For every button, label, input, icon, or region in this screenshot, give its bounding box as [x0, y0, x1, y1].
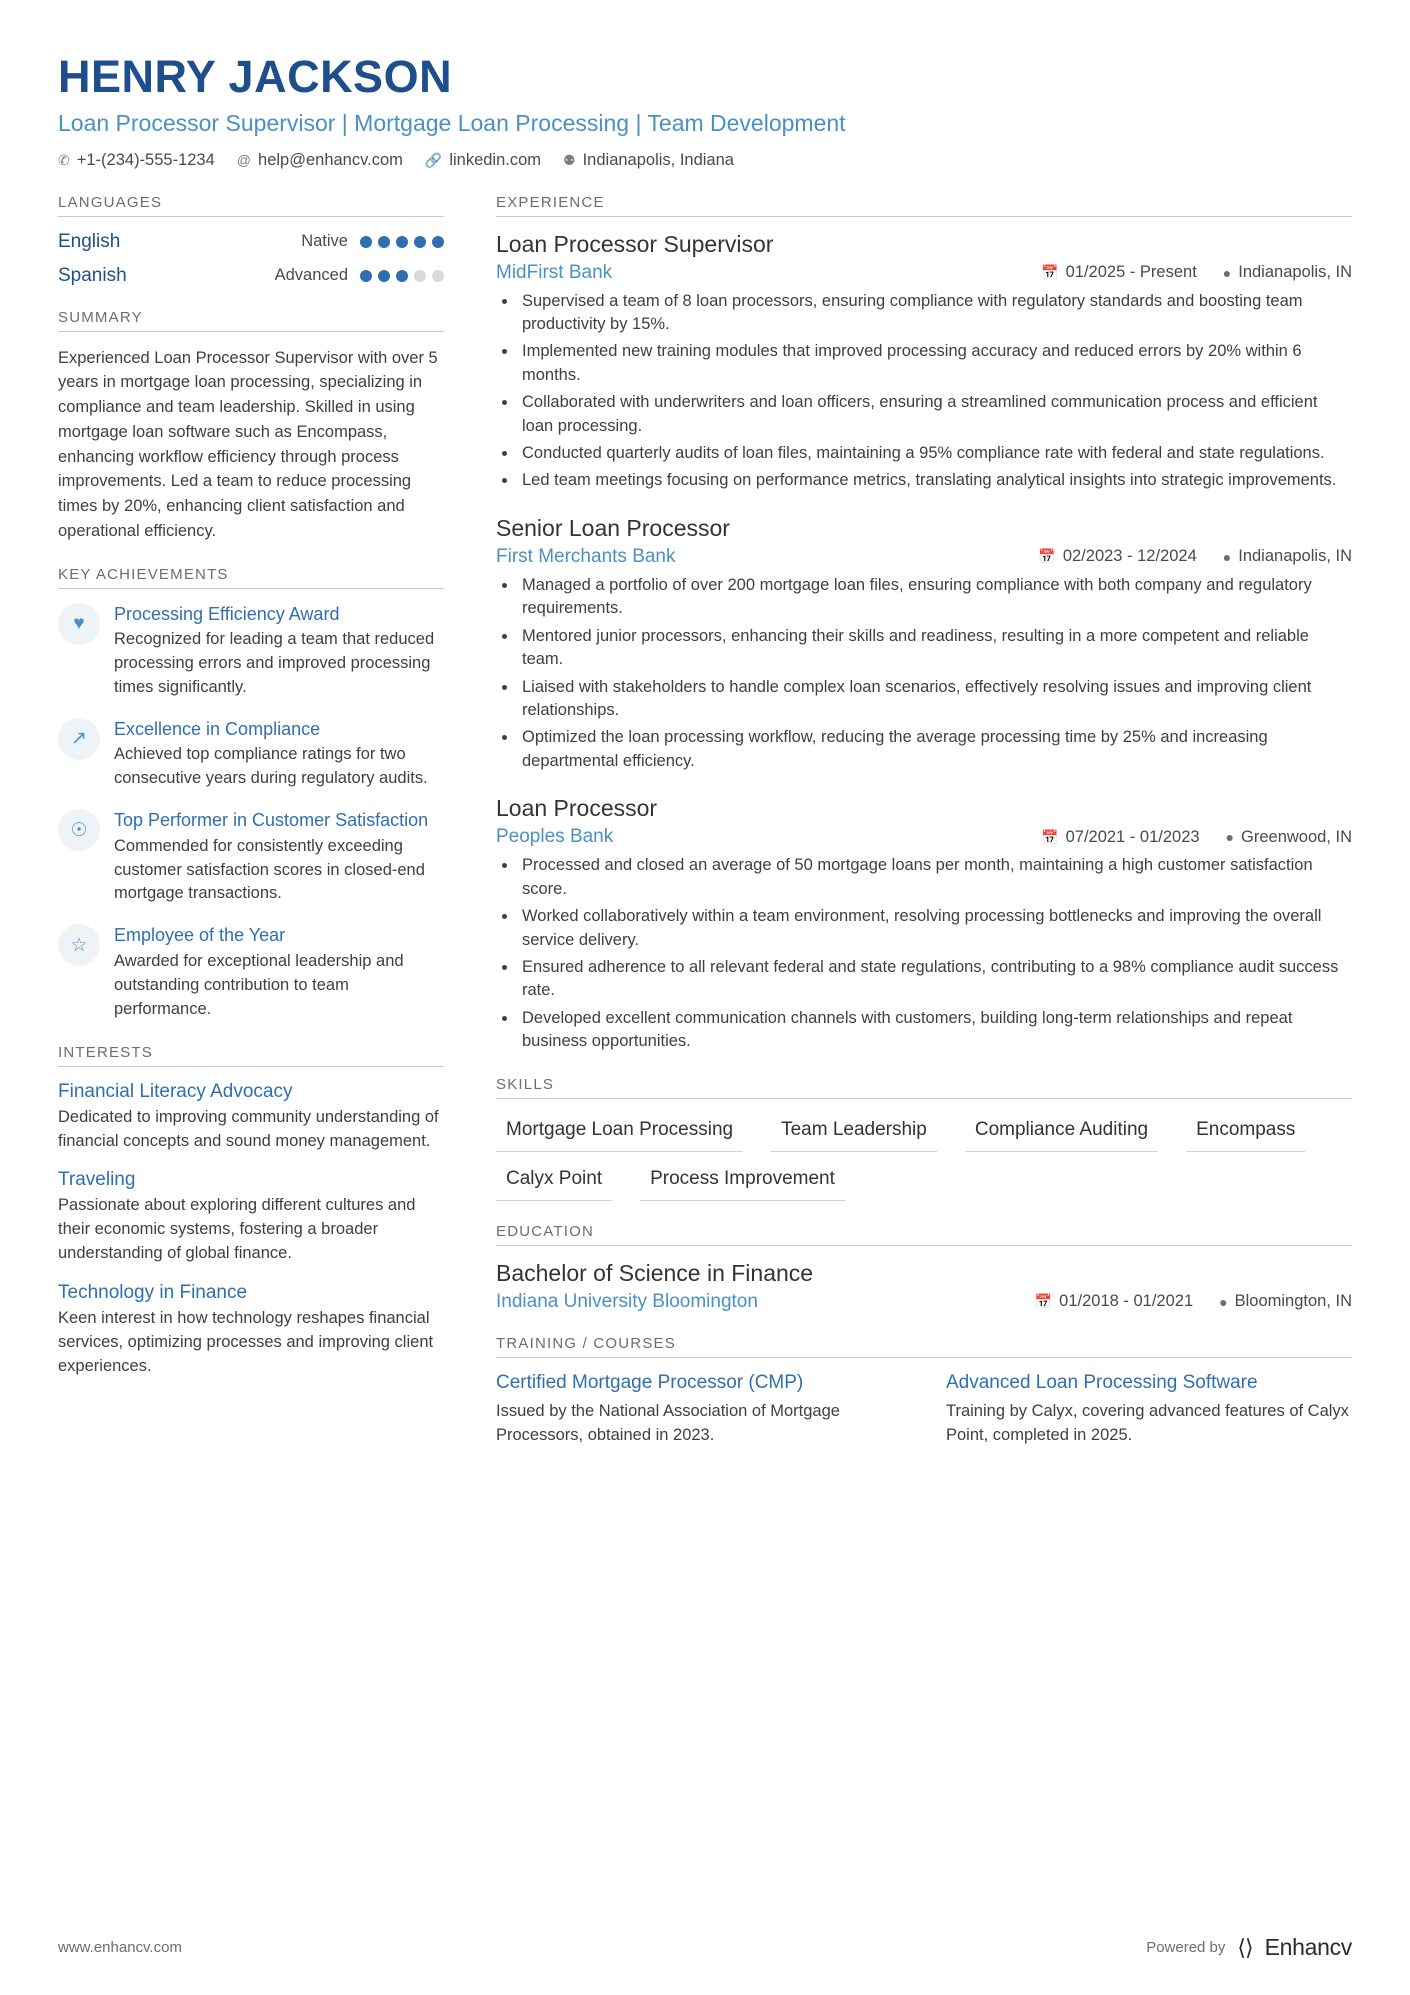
interest-desc: Passionate about exploring different cultures and their economic systems, fostering a broader understanding of global finance. — [58, 1196, 416, 1263]
achievement-desc: Recognized for leading a team that reduced processing errors and improved processing times significantly. — [114, 630, 435, 696]
calendar-icon: 📅 — [1041, 264, 1059, 280]
job-bullet: • Mentored junior processors, enhancing their skills and readiness, resulting in a more competent and reliable team. — [518, 625, 1352, 672]
interest-item — [58, 1169, 444, 1266]
job-dates-text: 07/2021 - 01/2023 — [1065, 827, 1200, 846]
job-company: Peoples Bank — [496, 826, 614, 848]
interest-title: Financial Literacy Advocacy — [58, 1080, 293, 1102]
job-bullet: • Implemented new training modules that improved processing accuracy and reduced errors by 20% within 6 months. — [518, 340, 1352, 387]
education-dates — [1035, 1292, 1193, 1311]
location-icon: ● — [1225, 829, 1235, 846]
interests-list — [58, 1081, 444, 1379]
language-dots — [360, 236, 444, 248]
page-footer — [58, 1934, 1352, 1961]
star-icon: ☆ — [58, 924, 100, 966]
right-column — [478, 190, 1352, 1448]
job-location — [1226, 828, 1352, 847]
job-location-text: Indianapolis, IN — [1238, 263, 1352, 281]
job-location-text: Indianapolis, IN — [1238, 547, 1352, 566]
skill-item: Process Improvement — [640, 1162, 845, 1201]
job-dates-text: 02/2023 - 12/2024 — [1062, 547, 1197, 566]
language-dots — [360, 270, 444, 282]
contact-linkedin[interactable] — [425, 151, 541, 170]
rocket-icon: ↗ — [58, 718, 100, 760]
job-title: Loan Processor Supervisor — [496, 230, 774, 257]
job-location — [1223, 263, 1352, 282]
training-list — [496, 1372, 1352, 1448]
achievement-title: Processing Efficiency Award — [114, 603, 340, 624]
experience-item — [496, 515, 1352, 773]
job-dates — [1038, 547, 1196, 566]
experience-item — [496, 231, 1352, 493]
location-icon: ⚉ — [563, 152, 576, 168]
achievement-title: Excellence in Compliance — [114, 718, 321, 739]
footer-website[interactable]: www.enhancv.com — [58, 1939, 182, 1956]
education-item — [496, 1260, 1352, 1313]
brand-name: Enhancv — [1264, 1934, 1352, 1960]
phone-icon: ✆ — [58, 152, 70, 168]
training-title: Certified Mortgage Processor (CMP) — [496, 1371, 804, 1393]
skill-item: Encompass — [1186, 1113, 1305, 1152]
achievement-title: Top Performer in Customer Satisfaction — [114, 810, 429, 831]
training-item — [946, 1372, 1352, 1448]
interest-desc: Keen interest in how technology reshapes financial services, optimizing processes and improving client experiences. — [58, 1309, 434, 1376]
location-icon: ● — [1222, 264, 1232, 281]
skill-item: Mortgage Loan Processing — [496, 1113, 743, 1152]
language-rating — [301, 232, 444, 251]
achievements-list — [58, 603, 444, 1022]
interest-title: Technology in Finance — [58, 1282, 248, 1304]
job-bullet: • Developed excellent communication channels with customers, building long-term relationships and repeat business opportunities. — [518, 1007, 1352, 1054]
left-column — [58, 190, 478, 1396]
education-location-text: Bloomington, IN — [1234, 1292, 1352, 1311]
job-bullet: • Optimized the loan processing workflow, reducing the average processing time by 25% and increasing departmental efficiency. — [518, 726, 1352, 773]
achievement-desc: Achieved top compliance ratings for two consecutive years during regulatory audits. — [114, 745, 428, 788]
achievement-item — [58, 924, 444, 1021]
lightbulb-icon: ☉ — [58, 809, 100, 851]
achievement-desc: Commended for consistently exceeding customer satisfaction scores in closed-end mortgage transactions. — [114, 836, 425, 903]
job-location-text: Greenwood, IN — [1241, 827, 1352, 846]
section-title-interests: INTERESTS — [58, 1044, 444, 1067]
contact-linkedin-text: linkedin.com — [449, 150, 542, 169]
calendar-icon: 📅 — [1038, 548, 1056, 565]
job-bullet: • Ensured adherence to all relevant federal and state regulations, contributing to a 98% compliance audit success rate. — [518, 956, 1352, 1003]
training-desc: Issued by the National Association of Mortgage Processors, obtained in 2023. — [496, 1401, 840, 1444]
language-name: English — [58, 230, 121, 252]
languages-list — [58, 231, 444, 287]
section-title-languages: LANGUAGES — [58, 194, 444, 217]
candidate-name: HENRY JACKSON — [58, 51, 453, 102]
achievement-desc: Awarded for exceptional leadership and outstanding contribution to team performance. — [114, 951, 404, 1018]
enhancv-logo-icon: ⟨⟩ — [1237, 1934, 1253, 1960]
job-dates — [1041, 263, 1197, 282]
interest-desc: Dedicated to improving community understanding of financial concepts and sound money management. — [58, 1107, 439, 1150]
job-title: Loan Processor — [496, 795, 658, 822]
contact-email[interactable] — [237, 151, 403, 170]
education-dates-text: 01/2018 - 01/2021 — [1059, 1292, 1194, 1311]
contact-phone-text: +1-(234)-555-1234 — [76, 150, 215, 169]
training-item — [496, 1372, 902, 1448]
job-bullets — [496, 854, 1352, 1053]
job-bullet: • Worked collaboratively within a team environment, resolving processing bottlenecks and improving the overall service delivery. — [518, 905, 1352, 952]
skills-list — [496, 1113, 1352, 1201]
location-icon: ● — [1219, 1293, 1228, 1310]
heart-icon: ♥ — [58, 603, 100, 645]
job-dates-text: 01/2025 - Present — [1065, 263, 1197, 281]
achievement-title: Employee of the Year — [114, 925, 286, 946]
achievement-item — [58, 809, 444, 906]
contact-location — [563, 151, 734, 170]
education-degree: Bachelor of Science in Finance — [496, 1259, 814, 1286]
section-title-education: EDUCATION — [496, 1223, 1352, 1246]
candidate-headline: Loan Processor Supervisor | Mortgage Loan Processing | Team Development — [58, 109, 846, 136]
section-title-achievements: KEY ACHIEVEMENTS — [58, 566, 444, 589]
job-bullet: • Managed a portfolio of over 200 mortgage loan files, ensuring compliance with both company and regulatory requirements. — [518, 574, 1352, 621]
job-bullet: • Collaborated with underwriters and loan officers, ensuring a streamlined communication process and efficient loan processing. — [518, 391, 1352, 438]
training-title: Advanced Loan Processing Software — [946, 1371, 1258, 1393]
location-icon: ● — [1222, 548, 1232, 565]
training-desc: Training by Calyx, covering advanced features of Calyx Point, completed in 2025. — [946, 1401, 1349, 1444]
language-name: Spanish — [58, 264, 127, 286]
calendar-icon: 📅 — [1041, 828, 1059, 845]
email-icon: @ — [236, 152, 252, 168]
job-dates — [1041, 828, 1199, 847]
job-bullet: • Led team meetings focusing on performance metrics, translating analytical insights into strategic improvements. — [518, 469, 1352, 492]
language-item — [58, 265, 444, 287]
calendar-icon: 📅 — [1034, 1293, 1053, 1310]
language-rating — [275, 266, 444, 285]
summary-text: Experienced Loan Processor Supervisor with over 5 years in mortgage loan processing, specializing in compliance and team leadership. Skilled in using mortgage loan software such as Encompass, enhancing workflow efficiency through process improvements. Led a team to reduce processing times by 20%, enhancing client satisfaction and operational efficiency. — [58, 348, 438, 540]
achievement-item — [58, 718, 444, 791]
interest-title: Traveling — [58, 1169, 136, 1191]
job-title: Senior Loan Processor — [496, 514, 730, 541]
interest-item — [58, 1282, 444, 1379]
link-icon: 🔗 — [424, 152, 443, 168]
skill-item: Compliance Auditing — [965, 1113, 1158, 1152]
language-level: Advanced — [274, 266, 348, 284]
contact-location-text: Indianapolis, Indiana — [582, 150, 734, 169]
footer-brand — [1146, 1934, 1352, 1961]
interest-item — [58, 1081, 444, 1154]
language-level: Native — [301, 232, 348, 250]
education-location — [1219, 1292, 1352, 1311]
experience-item — [496, 795, 1352, 1053]
skill-item: Team Leadership — [771, 1113, 937, 1152]
job-location — [1223, 547, 1352, 566]
job-bullets — [496, 290, 1352, 493]
section-title-summary: SUMMARY — [58, 309, 444, 332]
section-title-experience: EXPERIENCE — [496, 194, 1352, 217]
job-bullet: • Conducted quarterly audits of loan files, maintaining a 95% compliance rate with federal and state regulations. — [518, 442, 1352, 465]
job-bullet: • Liaised with stakeholders to handle complex loan scenarios, effectively resolving issues and improving client relationships. — [518, 676, 1352, 723]
section-title-skills: SKILLS — [496, 1076, 1352, 1099]
contact-email-text: help@enhancv.com — [258, 150, 403, 169]
language-item — [58, 231, 444, 253]
resume-header — [58, 52, 1352, 170]
job-company: MidFirst Bank — [496, 261, 613, 283]
achievement-item — [58, 603, 444, 700]
job-bullets — [496, 574, 1352, 773]
powered-by-label: Powered by — [1146, 1939, 1226, 1956]
contact-row — [58, 151, 1352, 170]
job-company: First Merchants Bank — [496, 545, 676, 567]
section-title-training: TRAINING / COURSES — [496, 1335, 1352, 1358]
contact-phone — [58, 151, 215, 170]
skill-item: Calyx Point — [496, 1162, 612, 1201]
education-school: Indiana University Bloomington — [496, 1290, 758, 1312]
job-bullet: • Supervised a team of 8 loan processors, ensuring compliance with regulatory standards and boosting team productivity by 15%. — [518, 290, 1352, 337]
job-bullet: • Processed and closed an average of 50 mortgage loans per month, maintaining a high customer satisfaction score. — [518, 854, 1352, 901]
